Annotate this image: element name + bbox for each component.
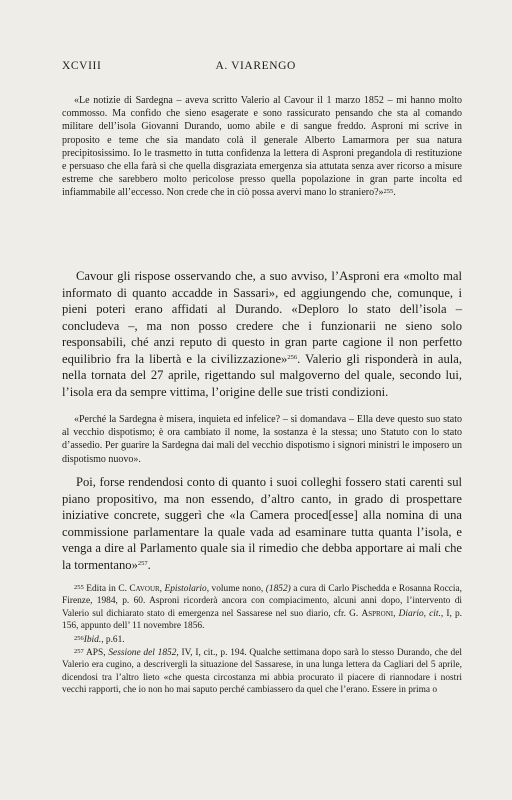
block-quote: «Perché la Sardegna è misera, inquieta ed infelice? – si domandava – Ella deve questo suo stato al vecchio dispotismo; è ora cambiato il nome, la sostanza è la stessa; uno Statuto con lo stato d’assedio. Per guarire la Sardegna dai mali del vecchio dispotismo i signori ministri le imposero un dispotismo nuovo». <box>62 414 462 465</box>
quote-block-2 <box>62 413 462 466</box>
footnote-257: $^{257}$ APS, Sessione del 1852, IV, I, cit., p. 194. Qualche settimana dopo sarà lo stesso Durando, che del Valerio era cugino, a descrivergli la situazione del Sassarese, in una lunga lettera da Cagliari del 5 aprile, dicendosi tra l’altro lieto «che questa circostanza mi abbia procurato il piacere di riannodare i nostri vecchi rapporti, che io non ho mai saputo perché cambiassero da quel che l’erano. Essere in prima o <box>62 648 462 696</box>
footnotes <box>62 583 462 698</box>
page-number: XCVIII <box>62 60 102 72</box>
main-paragraph-2 <box>62 474 462 573</box>
footnote-255: $^{255}$ Edita in C. Cavour, Epistolario, volume nono, (1852) a cura di Carlo Pischedda e Rosanna Roccia, Firenze, 1984, p. 60. Asproni ricorderà ancora con compiacimento, alcuni anni dopo, l’intervento di Valerio sul dichiarato stato di emergenza nel Sassarese nel suo diario, cfr. G. Asproni, Diario, cit., I, p. 156, appunto dell’ 11 novembre 1856. <box>62 584 463 632</box>
footnote-ref[interactable]: 256 <box>287 353 298 361</box>
running-header <box>62 60 450 72</box>
main-paragraph-1 <box>62 268 462 400</box>
quote-block-1 <box>62 94 462 200</box>
footnote-ref[interactable]: 255 <box>383 188 394 196</box>
block-quote: «Le notizie di Sardegna – aveva scritto Valerio al Cavour il 1 marzo 1852 – mi hanno molto commosso. Ma confido che sieno esagerate e sono rassicurato pensando che sta al comando militare dell’isola Giovanni Durando, uomo abile e di sangue freddo. Asproni mi scrive in proposito e teme che sia mandato colà il generale Alberto Lamarmora per sua natura precipitosissimo. Io le trasmetto in tutta confidenza la lettera di Asproni pregandola di restituzione e persuaso che ella farà sì che quella disgraziata emergenza sia attutata senza aver ricorso a misure estreme che sarebbero molto pericolose presso quella popolazione in gran parte incolta ed infiammabile all’eccesso. Non crede che in ciò possa avervi mano lo straniero?»$^{255}$. <box>62 95 462 199</box>
paragraph: Poi, forse rendendosi conto di quanto i suoi colleghi fossero stati carenti sul piano propositivo, ma non essendo, d’altro canto, in grado di prospettare iniziative concrete, suggerì che «la Camera proced[esse] alla nomina di una commissione parlamentare la quale vada ad esaminare tutta quanta l’isola, e venga a dire al Parlamento quale sia il rimedio che debba apportare ai mali che la tormentano»$^{257}$. <box>62 475 462 572</box>
paragraph: Cavour gli rispose osservando che, a suo avviso, l’Asproni era «molto mal informato di quanto accadde in Sassari», ed aggiungendo che, comunque, i pieni poteri erano affidati al Durando. «Deploro lo stato dell’isola – concludeva –, ma non posso credere che i funzionarii ne sieno solo responsabili, ché anzi reputo di questo in gran parte cagione il non perfetto equilibrio fra la libertà e la civilizzazione»$^{256}$. Valerio gli risponderà in aula, nella tornata del 27 aprile, rigettando sul malgoverno del quale, secondo lui, l’isola era da sempre vittima, l’origine delle sue tristi condizioni. <box>62 269 462 399</box>
footnote-256: $^{256}$Ibid., p.61. <box>74 634 125 645</box>
footnote-ref[interactable]: 257 <box>137 559 148 567</box>
running-head-author: A. VIARENGO <box>215 60 296 72</box>
